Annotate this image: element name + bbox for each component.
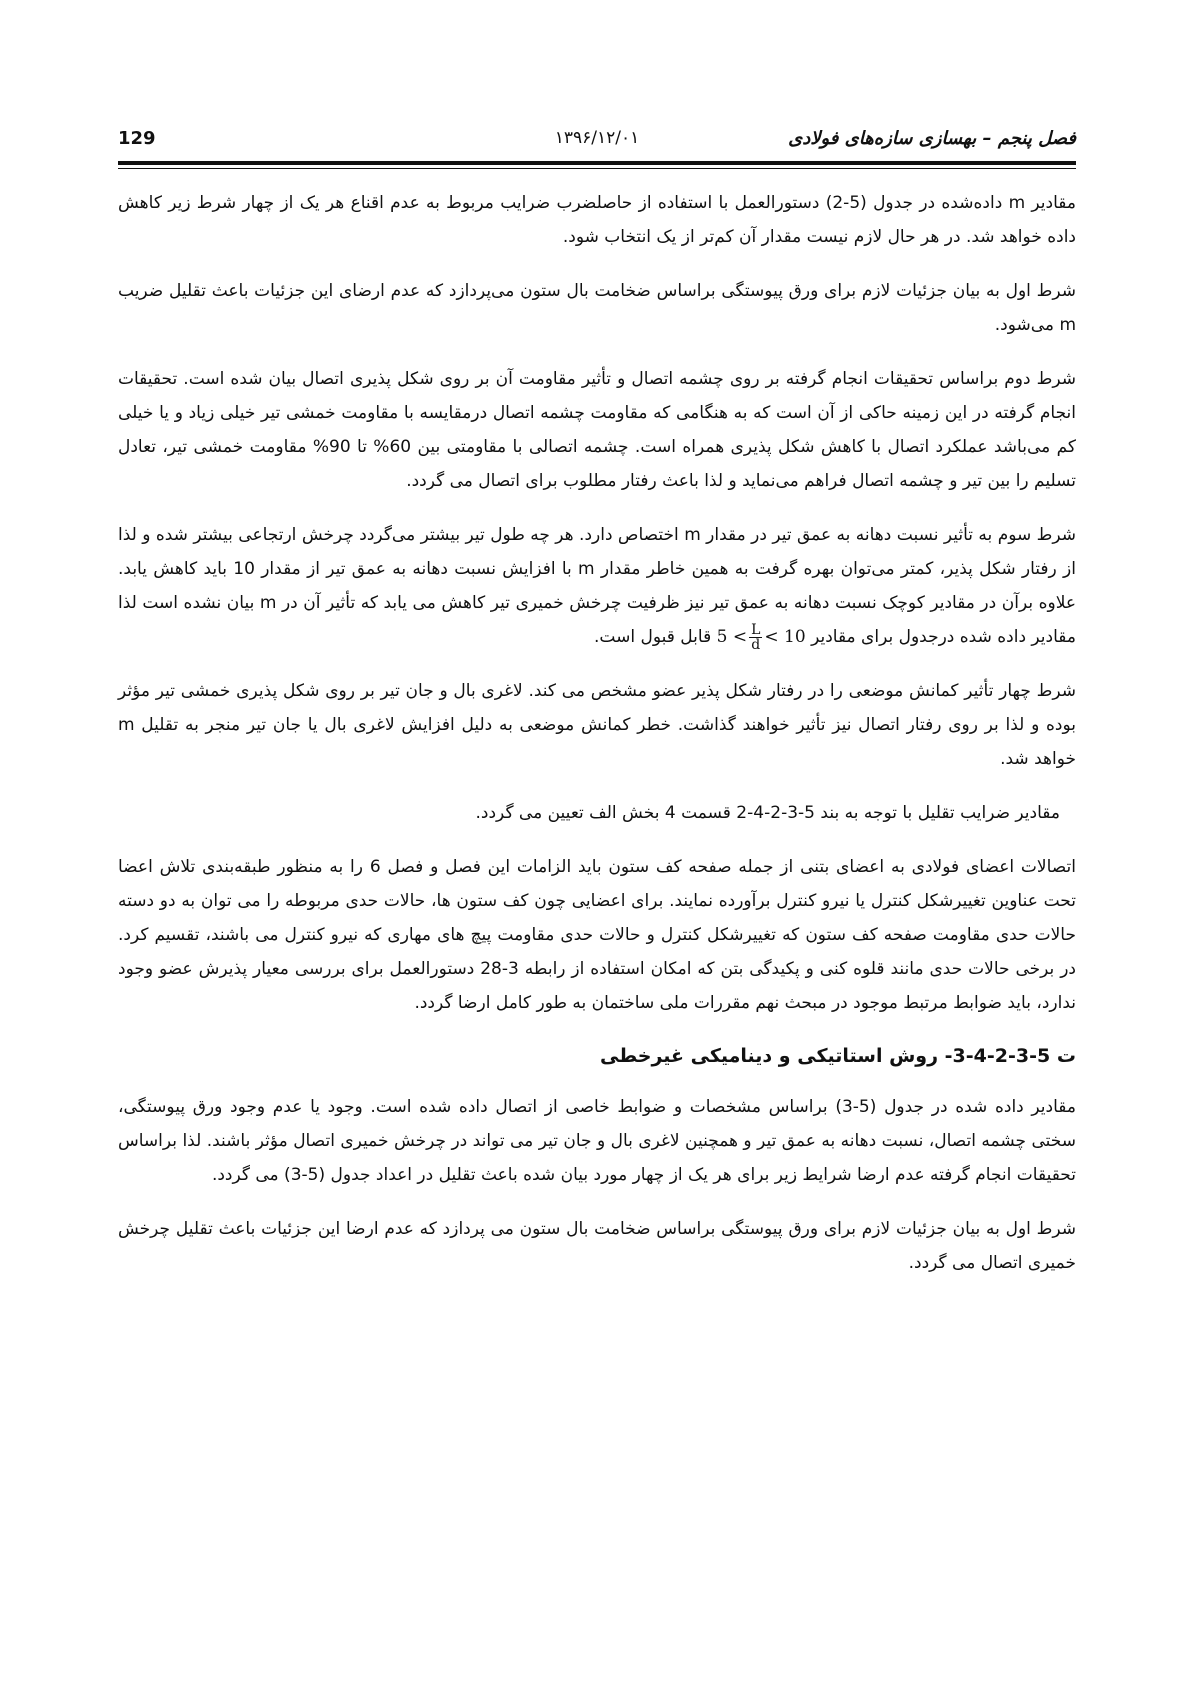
paragraph: شرط دوم براساس تحقیقات انجام گرفته بر روی چشمه اتصال و تأثیر مقاومت آن بر روی شکل پذیری اتصال بیان شده است. تحقیقات انجام گرفته در این زمینه حاکی از آن است که به هنگامی که مقاومت چشمه اتصال درمقایسه با مقاومت خمشی تیر خیلی زیاد و یا خیلی کم می‌باشد عملکرد اتصال با کاهش شکل پذیری همراه است. چشمه اتصالی با مقاومتی بین 60% تا 90% مقاومت خمشی تیر، تعادل تسلیم را بین تیر و چشمه اتصال فراهم می‌نماید و لذا باعث رفتار مطلوب برای اتصال می گردد. bbox=[118, 369, 1077, 491]
page-number: 129 bbox=[118, 128, 156, 149]
fraction-numerator: L bbox=[751, 622, 761, 638]
fraction bbox=[749, 623, 762, 652]
page-body bbox=[118, 186, 1076, 1280]
fraction-denominator: d bbox=[751, 637, 761, 653]
paragraph: مقادیر m داده‌شده در جدول (5-2) دستورالعمل با استفاده از حاصلضرب ضرایب مربوط به عدم اقناع هر یک از چهار شرط زیر کاهش داده خواهد شد. در هر حال لازم نیست مقدار آن کم‌تر از یک انتخاب شود. bbox=[118, 193, 1076, 247]
math-expression bbox=[716, 622, 806, 653]
paragraph-text: شرط سوم به تأثیر نسبت دهانه به عمق تیر در مقدار m اختصاص دارد. هر چه طول تیر بیشتر می‌گردد چرخش ارتجاعی بیشتر شده و لذا از رفتار شکل پذیر، کمتر می‌توان بهره گرفت به همین خاطر مقدار m با افزایش نسبت دهانه به عمق تیر از مقدار 10 باید کاهش یابد. علاوه برآن در مقادیر کوچک نسبت دهانه به عمق تیر نیز ظرفیت چرخش خمیری تیر کاهش می یابد که تأثیر آن در m بیان نشده است لذا مقادیر داده شده درجدول برای مقادیر bbox=[118, 525, 1077, 647]
header-rule-thin bbox=[118, 168, 1076, 169]
chapter-title: فصل پنجم – بهسازی سازه‌های فولادی bbox=[788, 128, 1076, 149]
paragraph: شرط اول به بیان جزئیات لازم برای ورق پیوستگی براساس ضخامت بال ستون می‌پردازد که عدم ارضای این جزئیات باعث تقلیل ضریب m می‌شود. bbox=[118, 281, 1076, 335]
paragraph: اتصالات اعضای فولادی به اعضای بتنی از جمله صفحه کف ستون باید الزامات این فصل و فصل 6 را به منظور طبقه‌بندی تلاش اعضا تحت عناوین تغییرشکل کنترل یا نیرو کنترل برآورده نمایند. برای اعضایی چون کف ستون ها، حالات حدی مربوطه را می توان به دو دسته حالات حدی مقاومت صفحه کف ستون که تغییرشکل کنترل و حالات حدی مقاومت پیچ های مهاری که نیرو کنترل می باشند، تقسیم کرد. در برخی حالات حدی مانند قلوه کنی و پکیدگی بتن که امکان استفاده از رابطه 3-28 دستورالعمل برای بررسی معیار پذیرش عضو وجود ندارد، باید ضوابط مرتبط موجود در مبحث نهم مقررات ملی ساختمان به طور کامل ارضا گردد. bbox=[118, 857, 1076, 1013]
math-left: 5 < bbox=[716, 627, 748, 647]
section-heading: ت 5-3-2-4-3- روش استاتیکی و دینامیکی غیرخطی bbox=[600, 1045, 1076, 1067]
paragraph: مقادیر داده شده در جدول (5-3) براساس مشخصات و ضوابط خاصی از اتصال داده شده است. وجود یا عدم وجود ورق پیوستگی، سختی چشمه اتصال، نسبت دهانه به عمق تیر و همچنین لاغری بال و جان تیر می تواند در چرخش خمیری اتصال مؤثر باشند. لذا براساس تحقیقات انجام گرفته عدم ارضا شرایط زیر برای هر یک از چهار مورد بیان شده باعث تقلیل در اعداد جدول (5-3) می گردد. bbox=[118, 1097, 1076, 1185]
header-date: ۱۳۹۶/۱۲/۰۱ bbox=[554, 128, 640, 148]
math-right: < 10 bbox=[764, 627, 806, 647]
paragraph: مقادیر ضرایب تقلیل با توجه به بند 5-3-2-4-2 قسمت 4 بخش الف تعیین می گردد. bbox=[475, 803, 1060, 823]
paragraph: شرط اول به بیان جزئیات لازم برای ورق پیوستگی براساس ضخامت بال ستون می پردازد که عدم ارضا این جزئیات باعث تقلیل چرخش خمیری اتصال می گردد. bbox=[118, 1219, 1076, 1273]
paragraph-beam-ratio bbox=[118, 518, 1076, 654]
page-header bbox=[118, 128, 1076, 156]
paragraph: شرط چهار تأثیر کمانش موضعی را در رفتار شکل پذیر عضو مشخص می کند. لاغری بال و جان تیر بر روی شکل پذیری خمشی تیر مؤثر بوده و لذا بر روی رفتار اتصال نیز تأثیر خواهند گذاشت. خطر کمانش موضعی به دلیل افزایش لاغری بال یا جان تیر منجر به تقلیل m خواهد شد. bbox=[118, 681, 1076, 769]
header-rule-thick bbox=[118, 161, 1076, 165]
paragraph-tail: قابل قبول است. bbox=[594, 627, 712, 647]
